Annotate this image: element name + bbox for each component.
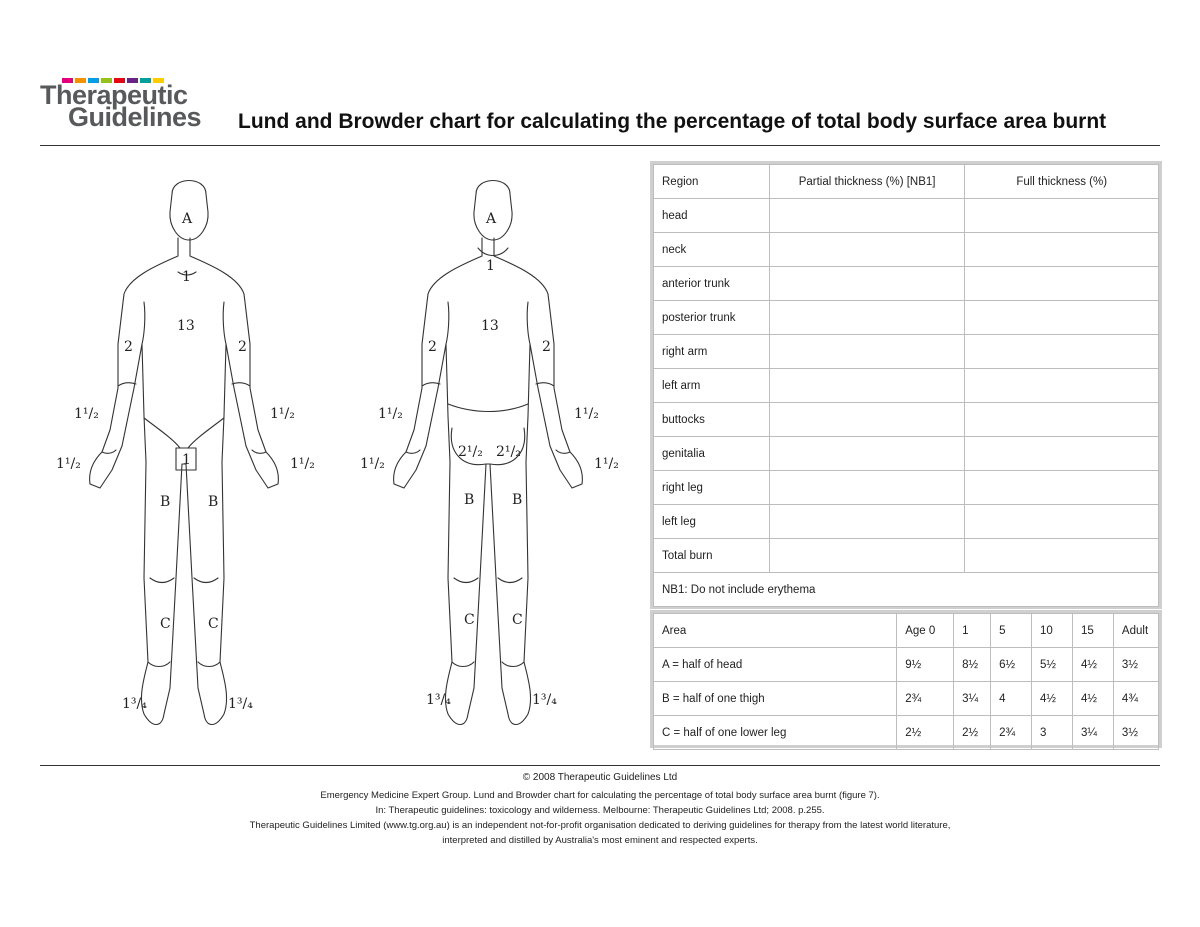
header-cell-partial-thickness: Partial thickness (%) [NB1] [769,165,965,199]
area-label: A = half of head [654,648,897,682]
front-label-hand-right: 1¹/₂ [290,456,315,472]
burn-assessment-table [653,164,1159,607]
full-thickness-cell[interactable] [965,539,1159,573]
back-label-buttock-right: 2¹/₂ [496,444,521,460]
front-label-foot-left: 1³/₄ [122,696,147,712]
area-value: 6½ [991,648,1032,682]
full-thickness-cell[interactable] [965,505,1159,539]
front-label-head: A [182,211,193,227]
organisation-line: Therapeutic Guidelines Limited (www.tg.org.au) is an independent not-for-profit organisation dedicated to deriving guidelines for therapy from the latest world literature, [249,820,951,831]
back-label-forearm-right: 1¹/₂ [574,406,599,422]
table-row [654,539,1159,573]
header-cell-region: Region [654,165,770,199]
header-cell-area: Area [654,614,897,648]
front-elbow-line-left [118,383,136,386]
full-thickness-cell[interactable] [965,335,1159,369]
front-ankle-line-right [198,662,220,667]
header-cell-age: 5 [991,614,1032,648]
front-label-neck: 1 [182,269,191,285]
area-label: B = half of one thigh [654,682,897,716]
table-row [654,335,1159,369]
table-row [654,301,1159,335]
front-shoulder-line-left [142,302,145,344]
area-value: 4½ [1072,682,1113,716]
area-value: 2½ [954,716,991,750]
full-thickness-cell[interactable] [965,301,1159,335]
area-value: 3½ [1113,716,1158,750]
back-label-neck: 1 [486,258,495,274]
area-value: 4½ [1032,682,1073,716]
logo-line-2: Guidelines [68,102,202,132]
front-label-foot-right: 1³/₄ [228,696,253,712]
area-value: 4¾ [1113,682,1158,716]
front-label-genitalia: 1 [182,452,191,468]
back-wrist-line-left [406,450,420,453]
table-row [654,267,1159,301]
citation-block [40,788,1160,848]
back-knee-line-right [498,578,522,583]
back-ankle-line-right [502,662,524,667]
header-cell-age: 10 [1032,614,1073,648]
therapeutic-guidelines-logo [40,78,210,134]
front-label-thigh-right: B [208,494,219,510]
full-thickness-cell[interactable] [965,267,1159,301]
full-thickness-cell[interactable] [965,369,1159,403]
partial-thickness-cell[interactable] [769,505,965,539]
full-thickness-cell[interactable] [965,471,1159,505]
front-label-lower-leg-right: C [208,616,219,632]
region-label: buttocks [654,403,770,437]
front-wrist-line-left [102,450,116,453]
back-elbow-line-left [422,383,440,386]
table-row [654,682,1159,716]
footer-divider [40,765,1160,766]
back-label-upper-arm-left: 2 [428,339,437,355]
front-label-thigh-left: B [160,494,171,510]
logo-line-1: Therapeutic [40,80,188,110]
back-label-foot-left: 1³/₄ [426,692,451,708]
front-label-upper-arm-left: 2 [124,339,133,355]
table-note: NB1: Do not include erythema [654,573,1159,607]
back-labels [360,211,619,708]
note-row [654,573,1159,607]
body-diagram [40,168,640,748]
back-waist-line [448,404,528,412]
header-cell-age: 1 [954,614,991,648]
partial-thickness-cell[interactable] [769,199,965,233]
back-body-outline [394,238,583,725]
organisation-line: interpreted and distilled by Australia's most eminent and respected experts. [442,835,758,846]
region-label: left leg [654,505,770,539]
back-label-upper-arm-right: 2 [542,339,551,355]
front-label-forearm-right: 1¹/₂ [270,406,295,422]
full-thickness-cell[interactable] [965,233,1159,267]
area-value: 2¾ [897,682,954,716]
region-label: right leg [654,471,770,505]
back-label-lower-leg-right: C [512,612,523,628]
region-label: right arm [654,335,770,369]
area-value: 3¼ [1072,716,1113,750]
partial-thickness-cell[interactable] [769,267,965,301]
header-cell-age: 15 [1072,614,1113,648]
area-label: C = half of one lower leg [654,716,897,750]
region-label: Total burn [654,539,770,573]
area-value: 3¼ [954,682,991,716]
partial-thickness-cell[interactable] [769,437,965,471]
area-value: 4½ [1072,648,1113,682]
front-wrist-line-right [252,450,266,453]
back-shoulder-line-left [446,302,449,344]
back-elbow-line-right [536,383,554,386]
area-value: 2¾ [991,716,1032,750]
front-label-trunk: 13 [177,318,195,334]
back-ankle-line-left [452,662,474,667]
area-value: 2½ [897,716,954,750]
region-label: neck [654,233,770,267]
front-elbow-line-right [232,383,250,386]
partial-thickness-cell[interactable] [769,403,965,437]
region-label: anterior trunk [654,267,770,301]
area-table-frame [650,610,1162,748]
header-divider [40,145,1160,146]
table-row [654,403,1159,437]
back-label-hand-left: 1¹/₂ [360,456,385,472]
table-header-row [654,614,1159,648]
area-value: 5½ [1032,648,1073,682]
partial-thickness-cell[interactable] [769,335,965,369]
back-label-foot-right: 1³/₄ [532,692,557,708]
table-row [654,369,1159,403]
area-value: 8½ [954,648,991,682]
front-ankle-line-left [148,662,170,667]
back-label-hand-right: 1¹/₂ [594,456,619,472]
back-shoulder-line-right [527,302,530,344]
table-row [654,199,1159,233]
area-value: 3½ [1113,648,1158,682]
partial-thickness-cell[interactable] [769,539,965,573]
front-body-outline [90,238,279,725]
table-row [654,648,1159,682]
front-label-upper-arm-right: 2 [238,339,247,355]
table-header-row [654,165,1159,199]
front-shoulder-line-right [223,302,226,344]
full-thickness-cell[interactable] [965,199,1159,233]
partial-thickness-cell[interactable] [769,471,965,505]
full-thickness-cell[interactable] [965,403,1159,437]
table-row [654,471,1159,505]
back-wrist-line-right [556,450,570,453]
front-label-forearm-left: 1¹/₂ [74,406,99,422]
back-label-lower-leg-left: C [464,612,475,628]
region-label: genitalia [654,437,770,471]
copyright-notice: © 2008 Therapeutic Guidelines Ltd [522,772,678,783]
area-value: 4 [991,682,1032,716]
front-label-hand-left: 1¹/₂ [56,456,81,472]
partial-thickness-cell[interactable] [769,233,965,267]
area-value: 9½ [897,648,954,682]
citation-line: In: Therapeutic guidelines: toxicology and wilderness. Melbourne: Therapeutic Guidelines Ltd; 2008. p.255. [375,805,825,816]
region-label: head [654,199,770,233]
table-row [654,505,1159,539]
area-value: 3 [1032,716,1073,750]
page-title: Lund and Browder chart for calculating the percentage of total body surface area burnt [238,110,1107,133]
front-label-lower-leg-left: C [160,616,171,632]
region-label: posterior trunk [654,301,770,335]
back-label-head: A [486,211,497,227]
area-by-age-table [653,613,1159,750]
front-knee-line-left [150,578,174,583]
partial-thickness-cell[interactable] [769,369,965,403]
burn-table-frame [650,161,1162,609]
citation-line: Emergency Medicine Expert Group. Lund and Browder chart for calculating the percentage of total body surface area burnt (figure 7). [320,790,880,801]
front-knee-line-right [194,578,218,583]
back-label-thigh-right: B [512,492,523,508]
back-knee-line-left [454,578,478,583]
table-row [654,233,1159,267]
back-label-trunk: 13 [481,318,499,334]
back-label-thigh-left: B [464,492,475,508]
table-row [654,437,1159,471]
partial-thickness-cell[interactable] [769,301,965,335]
table-row [654,716,1159,750]
back-label-forearm-left: 1¹/₂ [378,406,403,422]
header-cell-age: Age 0 [897,614,954,648]
back-label-buttock-left: 2¹/₂ [458,444,483,460]
header-cell-age: Adult [1113,614,1158,648]
region-label: left arm [654,369,770,403]
front-groin-line [144,418,224,448]
full-thickness-cell[interactable] [965,437,1159,471]
header-cell-full-thickness: Full thickness (%) [965,165,1159,199]
